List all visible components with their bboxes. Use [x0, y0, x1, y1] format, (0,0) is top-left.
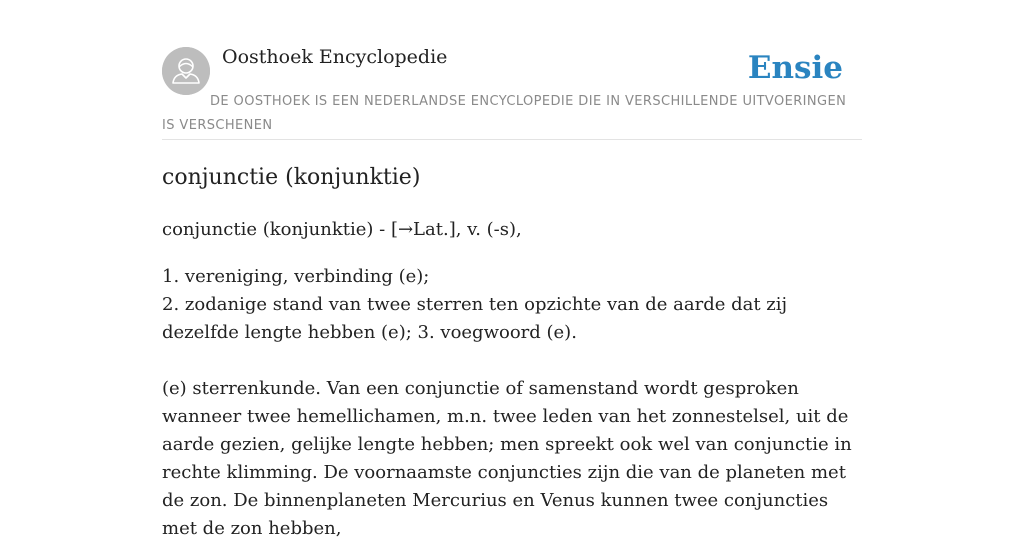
header-divider: [162, 139, 862, 140]
paragraph-spacer: [162, 347, 862, 375]
paragraph-sentence: De voornaamste conjuncties zijn die van de planeten met de zon. De binnenplaneten Mercurius en Venus kunnen twee conjuncties met de zon hebben,: [162, 462, 846, 539]
article-paragraph: [162, 375, 862, 543]
definition-item: 1. vereniging, verbinding (e);: [162, 266, 430, 287]
article-lead: conjunctie (konjunktie) - [→Lat.], v. (-s),: [162, 219, 522, 240]
publisher-name[interactable]: Oosthoek Encyclopedie: [222, 46, 448, 68]
paragraph-sentence: (e) sterrenkunde. Van een conjunctie of samenstand wordt gesproken wanneer twee hemellichamen, m.n. twee leden van het zonnestelsel, uit de aarde gezien, gelijke lengte hebben; men spreekt ook wel van conjunctie in rechte klimming.: [162, 378, 852, 483]
article-title: conjunctie (konjunktie): [162, 165, 421, 190]
publisher-description: DE OOSTHOEK IS EEN NEDERLANDSE ENCYCLOPEDIE DIE IN VERSCHILLENDE UITVOERINGEN IS VERSCHENEN: [162, 94, 847, 133]
user-icon: [162, 47, 210, 95]
publisher-avatar[interactable]: [162, 47, 210, 95]
ensie-logo-link[interactable]: Ensie: [747, 50, 843, 86]
definition-item: 2. zodanige stand van twee sterren ten opzichte van de aarde dat zij dezelfde lengte hebben (e); 3. voegwoord (e).: [162, 294, 788, 343]
article-content: [162, 216, 862, 543]
